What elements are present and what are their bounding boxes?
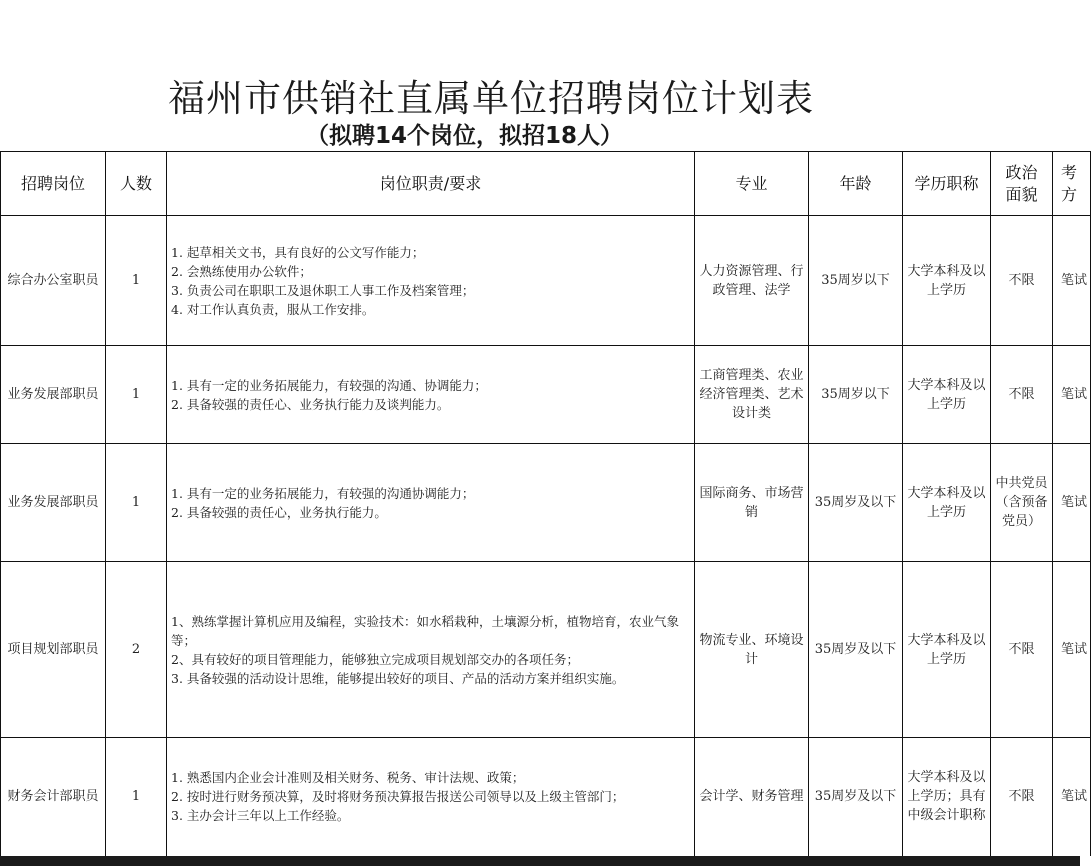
cell-age: 35周岁及以下	[809, 444, 903, 562]
cell-political: 不限	[991, 346, 1053, 444]
cell-position: 财务会计部职员	[1, 738, 106, 856]
header-political-line1: 政治	[1005, 162, 1038, 182]
duty-line: 1、熟练掌握计算机应用及编程，实验技术：如水稻栽种，土壤源分析，植物培育，农业气象等；	[171, 613, 679, 648]
page-subtitle: （拟聘14个岗位，拟招18人）	[306, 123, 624, 149]
duty-line: 1. 具有一定的业务拓展能力，有较强的沟通协调能力；	[171, 485, 475, 501]
cell-duties	[167, 346, 695, 444]
header-exam-line2: 方	[1061, 184, 1078, 204]
header-exam-line1: 考	[1061, 162, 1078, 182]
cell-position: 综合办公室职员	[1, 216, 106, 346]
cell-age: 35周岁以下	[809, 346, 903, 444]
table-row	[1, 738, 1091, 856]
bottom-border-rule	[0, 856, 1080, 866]
cell-major: 会计学、财务管理	[695, 738, 809, 856]
header-exam	[1053, 152, 1091, 216]
page-title: 福州市供销社直属单位招聘岗位计划表	[168, 77, 814, 120]
table-row	[1, 444, 1091, 562]
cell-education: 大学本科及以上学历	[903, 346, 991, 444]
cell-count: 2	[106, 562, 167, 738]
cell-count: 1	[106, 346, 167, 444]
duty-line: 2. 按时进行财务预决算，及时将财务预决算报告报送公司领导以及上级主管部门；	[171, 789, 625, 805]
duty-line: 3. 负责公司在职职工及退休职工人事工作及档案管理；	[171, 282, 475, 298]
cell-position: 业务发展部职员	[1, 444, 106, 562]
table-row	[1, 346, 1091, 444]
cell-position: 业务发展部职员	[1, 346, 106, 444]
header-political	[991, 152, 1053, 216]
cell-duties	[167, 216, 695, 346]
cell-education: 大学本科及以上学历	[903, 444, 991, 562]
cell-political: 不限	[991, 562, 1053, 738]
duty-line: 2. 会熟练使用办公软件；	[171, 263, 312, 279]
table-row	[1, 216, 1091, 346]
header-position: 招聘岗位	[1, 152, 106, 216]
table-header-row	[1, 152, 1091, 216]
table-row	[1, 562, 1091, 738]
header-major: 专业	[695, 152, 809, 216]
cell-age: 35周岁以下	[809, 216, 903, 346]
header-count: 人数	[106, 152, 167, 216]
cell-exam: 笔试	[1053, 738, 1091, 856]
header-education: 学历职称	[903, 152, 991, 216]
cell-count: 1	[106, 738, 167, 856]
cell-age: 35周岁及以下	[809, 738, 903, 856]
cell-duties	[167, 562, 695, 738]
header-political-line2: 面貌	[1005, 184, 1038, 204]
duty-line: 1. 起草相关文书，具有良好的公文写作能力；	[171, 244, 425, 260]
cell-exam: 笔试	[1053, 216, 1091, 346]
cell-exam: 笔试	[1053, 444, 1091, 562]
duty-line: 2. 具备较强的责任心、业务执行能力及谈判能力。	[171, 396, 450, 412]
cell-political: 不限	[991, 216, 1053, 346]
duty-line: 2. 具备较强的责任心，业务执行能力。	[171, 504, 387, 520]
cell-education: 大学本科及以上学历；具有中级会计职称	[903, 738, 991, 856]
cell-count: 1	[106, 444, 167, 562]
cell-education: 大学本科及以上学历	[903, 562, 991, 738]
cell-political: 不限	[991, 738, 1053, 856]
cell-major: 国际商务、市场营销	[695, 444, 809, 562]
duty-line: 3. 主办会计三年以上工作经验。	[171, 808, 350, 824]
cell-count: 1	[106, 216, 167, 346]
duty-line: 2、具有较好的项目管理能力，能够独立完成项目规划部交办的各项任务；	[171, 651, 579, 667]
cell-education: 大学本科及以上学历	[903, 216, 991, 346]
cell-major: 物流专业、环境设计	[695, 562, 809, 738]
cell-age: 35周岁及以下	[809, 562, 903, 738]
duty-line: 1. 具有一定的业务拓展能力，有较强的沟通、协调能力；	[171, 377, 487, 393]
duty-line: 1. 熟悉国内企业会计准则及相关财务、税务、审计法规、政策；	[171, 770, 525, 786]
cell-exam: 笔试	[1053, 346, 1091, 444]
recruitment-plan-table	[0, 151, 1091, 856]
duty-line: 3. 具备较强的活动设计思维，能够提出较好的项目、产品的活动方案并组织实施。	[171, 670, 625, 686]
cell-duties	[167, 738, 695, 856]
cell-major: 工商管理类、农业经济管理类、艺术设计类	[695, 346, 809, 444]
cell-major: 人力资源管理、行政管理、法学	[695, 216, 809, 346]
cell-duties	[167, 444, 695, 562]
cell-position: 项目规划部职员	[1, 562, 106, 738]
cell-exam: 笔试	[1053, 562, 1091, 738]
duty-line: 4. 对工作认真负责，服从工作安排。	[171, 301, 375, 317]
header-duties: 岗位职责/要求	[167, 152, 695, 216]
cell-political: 中共党员（含预备党员）	[991, 444, 1053, 562]
header-age: 年龄	[809, 152, 903, 216]
